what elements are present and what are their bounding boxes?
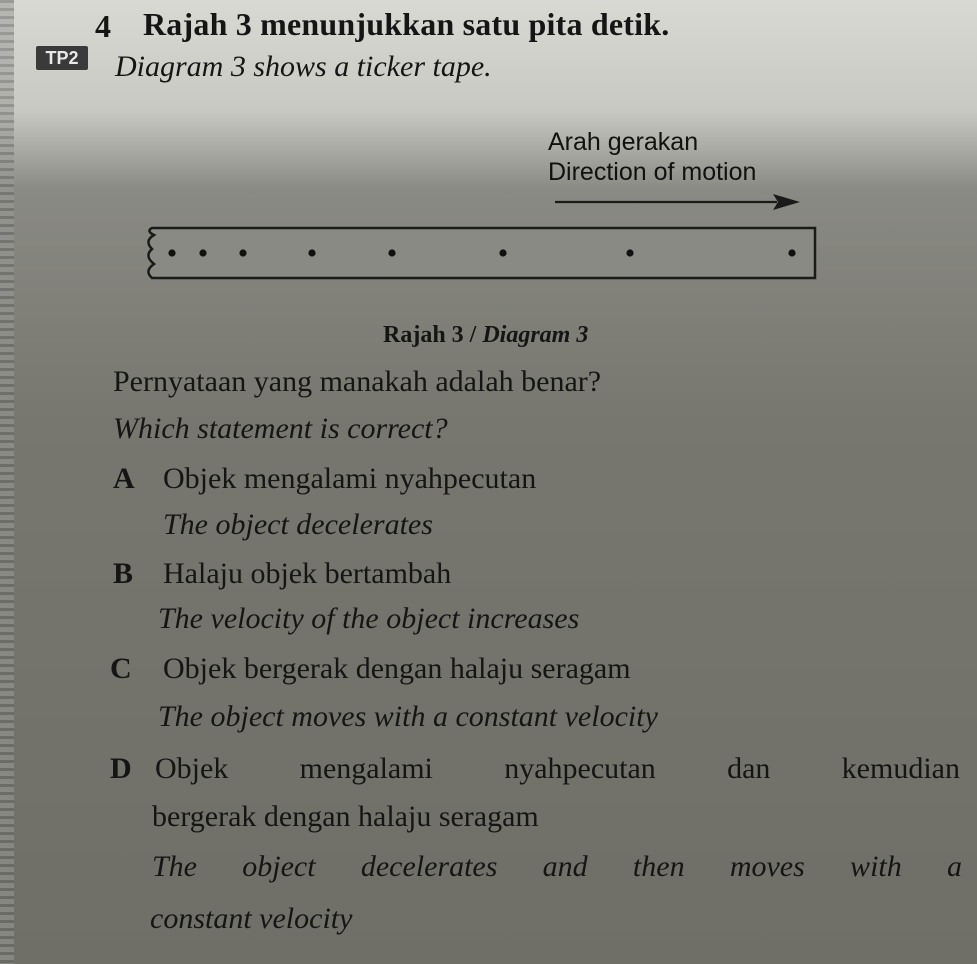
direction-label-english: Direction of motion	[548, 158, 757, 186]
direction-label-malay: Arah gerakan	[548, 128, 699, 156]
question-title-english: Diagram 3 shows a ticker tape.	[115, 50, 492, 83]
option-b-english[interactable]: The velocity of the object increases	[158, 602, 580, 635]
option-b-malay[interactable]: Halaju objek bertambah	[163, 557, 452, 590]
diagram-caption	[383, 322, 588, 349]
option-b-letter[interactable]: B	[113, 557, 134, 590]
ticker-tape	[140, 222, 820, 284]
prompt-malay: Pernyataan yang manakah adalah benar?	[113, 365, 602, 398]
tape-dot	[199, 249, 206, 256]
option-d-english-line2[interactable]: constant velocity	[150, 902, 353, 935]
option-d-letter[interactable]: D	[110, 752, 132, 785]
tape-dot	[626, 249, 633, 256]
option-d-english-line1[interactable]: The object decelerates and then moves with a	[152, 850, 962, 883]
prompt-english: Which statement is correct?	[113, 412, 448, 445]
option-c-english[interactable]: The object moves with a constant velocity	[158, 700, 658, 733]
caption-english: Diagram 3	[482, 322, 589, 348]
question-number: 4	[95, 8, 111, 44]
tape-dot	[168, 249, 175, 256]
tape-dot	[239, 249, 246, 256]
direction-arrow-icon	[555, 190, 800, 214]
option-c-letter[interactable]: C	[110, 652, 132, 685]
option-a-letter[interactable]: A	[113, 462, 135, 495]
tape-dot	[788, 249, 795, 256]
tape-dot	[308, 249, 315, 256]
page-edge-shadow	[0, 0, 14, 964]
option-d-malay-line1[interactable]: Objek mengalami nyahpecutan dan kemudian	[155, 752, 960, 785]
option-a-english[interactable]: The object decelerates	[163, 508, 433, 541]
question-title-malay: Rajah 3 menunjukkan satu pita detik.	[143, 6, 670, 42]
caption-malay: Rajah 3 /	[383, 322, 477, 348]
option-a-malay[interactable]: Objek mengalami nyahpecutan	[163, 462, 537, 495]
tape-dot	[499, 249, 506, 256]
option-d-malay-line2[interactable]: bergerak dengan halaju seragam	[152, 800, 539, 833]
tape-dot	[388, 249, 395, 256]
tp-level-badge: TP2	[36, 46, 88, 70]
option-c-malay[interactable]: Objek bergerak dengan halaju seragam	[163, 652, 631, 685]
